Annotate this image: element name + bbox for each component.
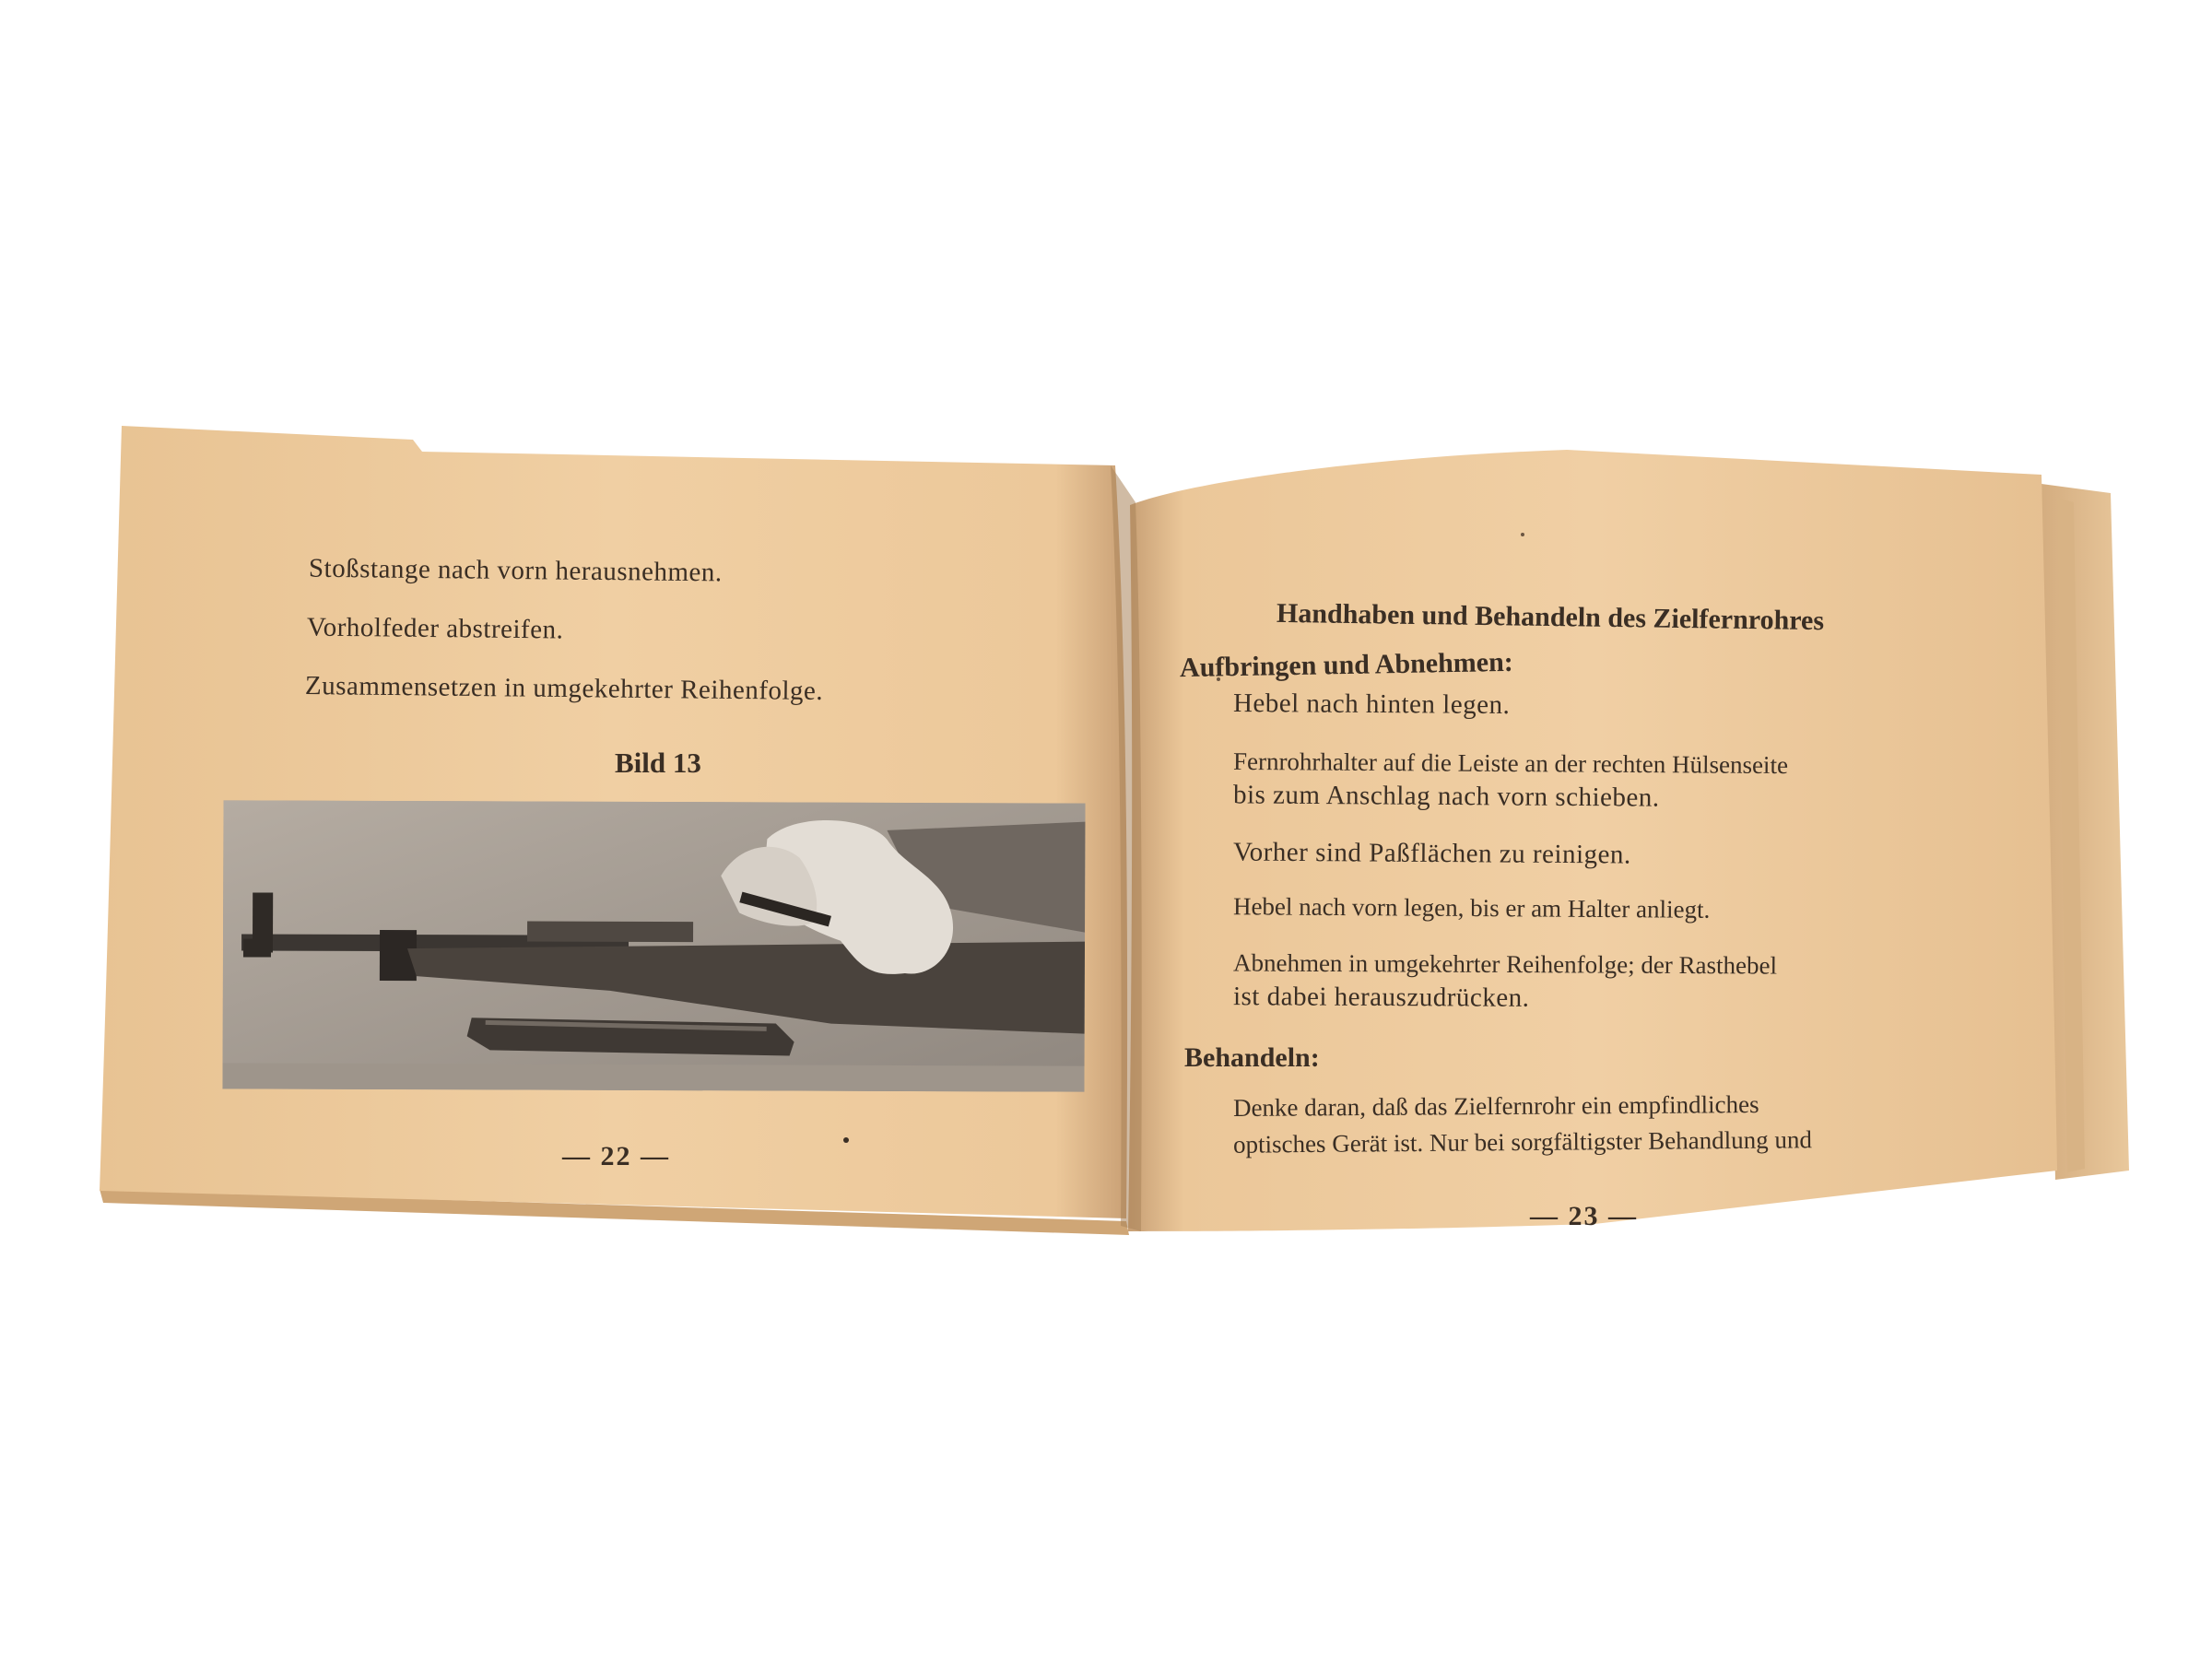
mounting-line-5: Hebel nach vorn legen, bis er am Halter anliegt. (1232, 892, 1711, 924)
mounting-line-2: Fernrohrhalter auf die Leiste an der rechten Hülsenseite (1232, 747, 1789, 780)
figure-photo (222, 800, 1085, 1091)
rifle-photo-illustration (222, 800, 1085, 1091)
section-heading-care: Behandeln: (1184, 1042, 1320, 1073)
left-page-number: — 22 — (562, 1141, 670, 1171)
section-heading-mounting: Aufbringen und Abnehmen: (1179, 646, 1514, 684)
mounting-line-7: ist dabei herauszudrücken. (1232, 982, 1530, 1013)
right-page-number: — 23 — (1530, 1201, 1638, 1231)
mounting-line-6: Abnehmen in umgekehrter Reihenfolge; der Rasthebel (1232, 948, 1778, 980)
mounting-line-4: Vorher sind Paßflächen zu reinigen. (1232, 837, 1631, 870)
mounting-line-3: bis zum Anschlag nach vorn schieben. (1232, 780, 1660, 813)
left-line-2: Vorholfeder abstreifen. (306, 612, 564, 645)
mounting-line-1: Hebel nach hinten legen. (1232, 688, 1511, 721)
figure-caption: Bild 13 (615, 747, 701, 779)
left-line-1: Stoßstange nach vorn herausnehmen. (308, 553, 723, 588)
left-line-3: Zusammensetzen in umgekehrter Reihenfolge. (304, 671, 824, 706)
right-page-title: Handhaben und Behandeln des Zielfernrohres (1276, 597, 1825, 637)
care-line-2: optisches Gerät ist. Nur bei sorgfältigster Behandlung und (1232, 1125, 1813, 1159)
care-line-1: Denke daran, daß das Zielfernrohr ein empfindliches (1232, 1090, 1759, 1122)
